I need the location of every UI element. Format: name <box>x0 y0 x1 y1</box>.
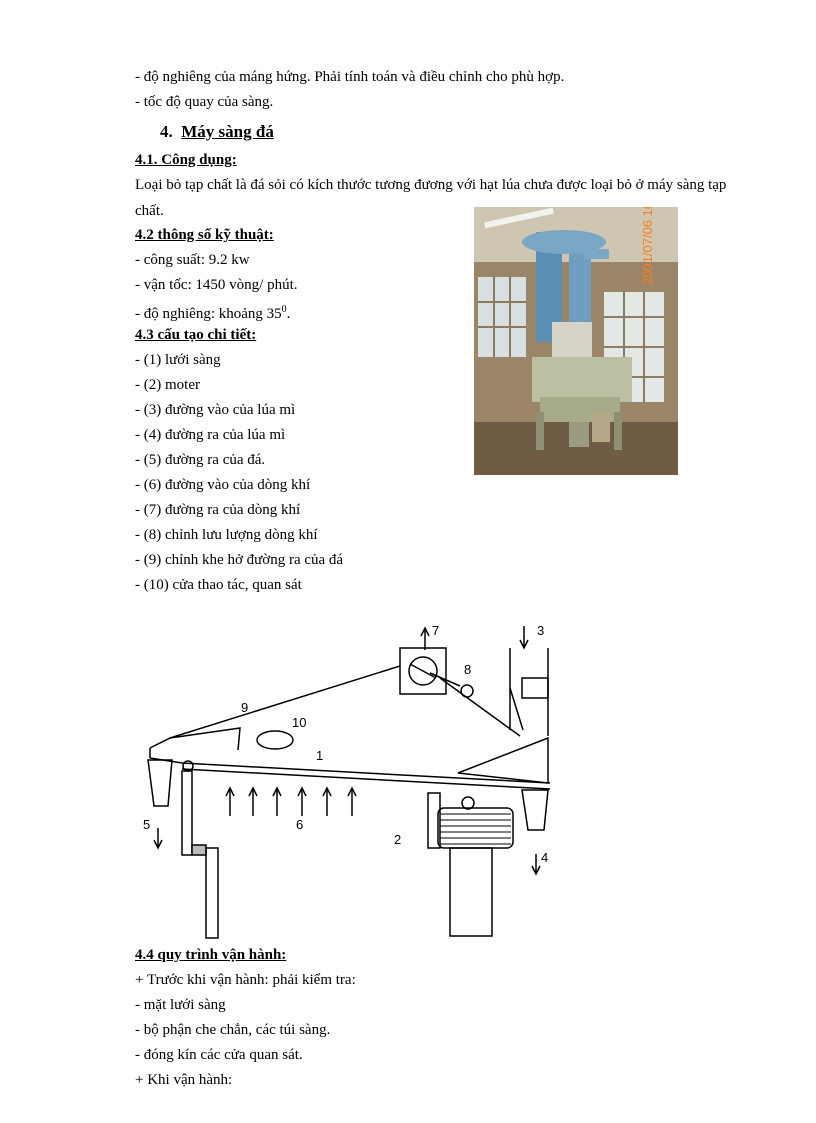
s41-heading: 4.1. Công dụng: <box>135 152 237 168</box>
s44-item: + Khi vận hành: <box>135 1072 233 1088</box>
stone-outlet <box>148 760 172 806</box>
label-10: 10 <box>292 715 307 730</box>
s44-heading: 4.4 quy trình vận hành: <box>135 947 287 963</box>
s44-item: - mặt lưới sàng <box>135 997 226 1013</box>
s43-item: - (8) chỉnh lưu lượng dòng khí <box>135 527 318 543</box>
s43-item: - (6) đường vào của dòng khí <box>135 477 311 493</box>
section-title: Máy sàng đá <box>181 122 274 141</box>
s43-item: - (5) đường ra của đá. <box>135 452 266 468</box>
s43-heading: 4.3 cấu tạo chi tiết: <box>135 327 257 343</box>
section-heading <box>160 120 274 144</box>
label-2: 2 <box>394 832 402 847</box>
label-4: 4 <box>541 850 549 865</box>
s43-item: - (7) đường ra của dòng khí <box>135 502 301 518</box>
label-5: 5 <box>143 817 151 832</box>
label-6: 6 <box>296 817 304 832</box>
photo-timestamp: 2001/07/06 10:48 <box>640 207 655 285</box>
observation-window <box>257 731 293 749</box>
s43-item: - (1) lưới sàng <box>135 352 221 368</box>
s43-item: - (10) cửa thao tác, quan sát <box>135 577 302 593</box>
s42-angle-text: - độ nghiêng: khoảng 35 <box>135 306 282 322</box>
s41-text: Loại bỏ tạp chất là đá sỏi có kích thước tương đương với hạt lúa chưa được loại bỏ ở máy sàng tạp chất. <box>135 177 727 219</box>
s44-item: - đóng kín các cửa quan sát. <box>135 1047 303 1063</box>
machine-photo <box>474 207 678 475</box>
label-1: 1 <box>316 748 324 763</box>
section-number: 4. <box>160 122 173 141</box>
intro-line-1: - độ nghiêng của máng hứng. Phải tính toán và điều chỉnh cho phù hợp. <box>135 69 565 85</box>
wheat-outlet <box>522 790 548 830</box>
s42-item-angle <box>135 300 290 324</box>
air-inlet-arrows <box>226 788 356 816</box>
s42-item: - vận tốc: 1450 vòng/ phút. <box>135 277 298 293</box>
label-7: 7 <box>432 623 440 638</box>
label-8: 8 <box>464 662 472 677</box>
s43-item: - (3) đường vào của lúa mì <box>135 402 296 418</box>
screen-deck-bottom <box>182 769 550 789</box>
s43-item: - (9) chỉnh khe hở đường ra của đá <box>135 552 344 568</box>
label-9: 9 <box>241 700 249 715</box>
degree-superscript: 0 <box>281 304 287 315</box>
intro-line-2: - tốc độ quay của sàng. <box>135 94 274 110</box>
screen-deck-top <box>182 763 550 783</box>
stone-separator-diagram <box>140 618 565 940</box>
air-valve-knob <box>461 685 473 697</box>
s44-item: + Trước khi vận hành: phải kiểm tra: <box>135 972 356 988</box>
s42-item: - công suất: 9.2 kw <box>135 252 250 268</box>
s42-suffix: . <box>286 306 291 322</box>
s44-item: - bộ phận che chắn, các túi sàng. <box>135 1022 331 1038</box>
label-3: 3 <box>537 623 545 638</box>
s42-heading: 4.2 thông số kỹ thuật: <box>135 227 274 243</box>
s43-item: - (4) đường ra của lúa mì <box>135 427 286 443</box>
s43-item: - (2) moter <box>135 377 200 393</box>
